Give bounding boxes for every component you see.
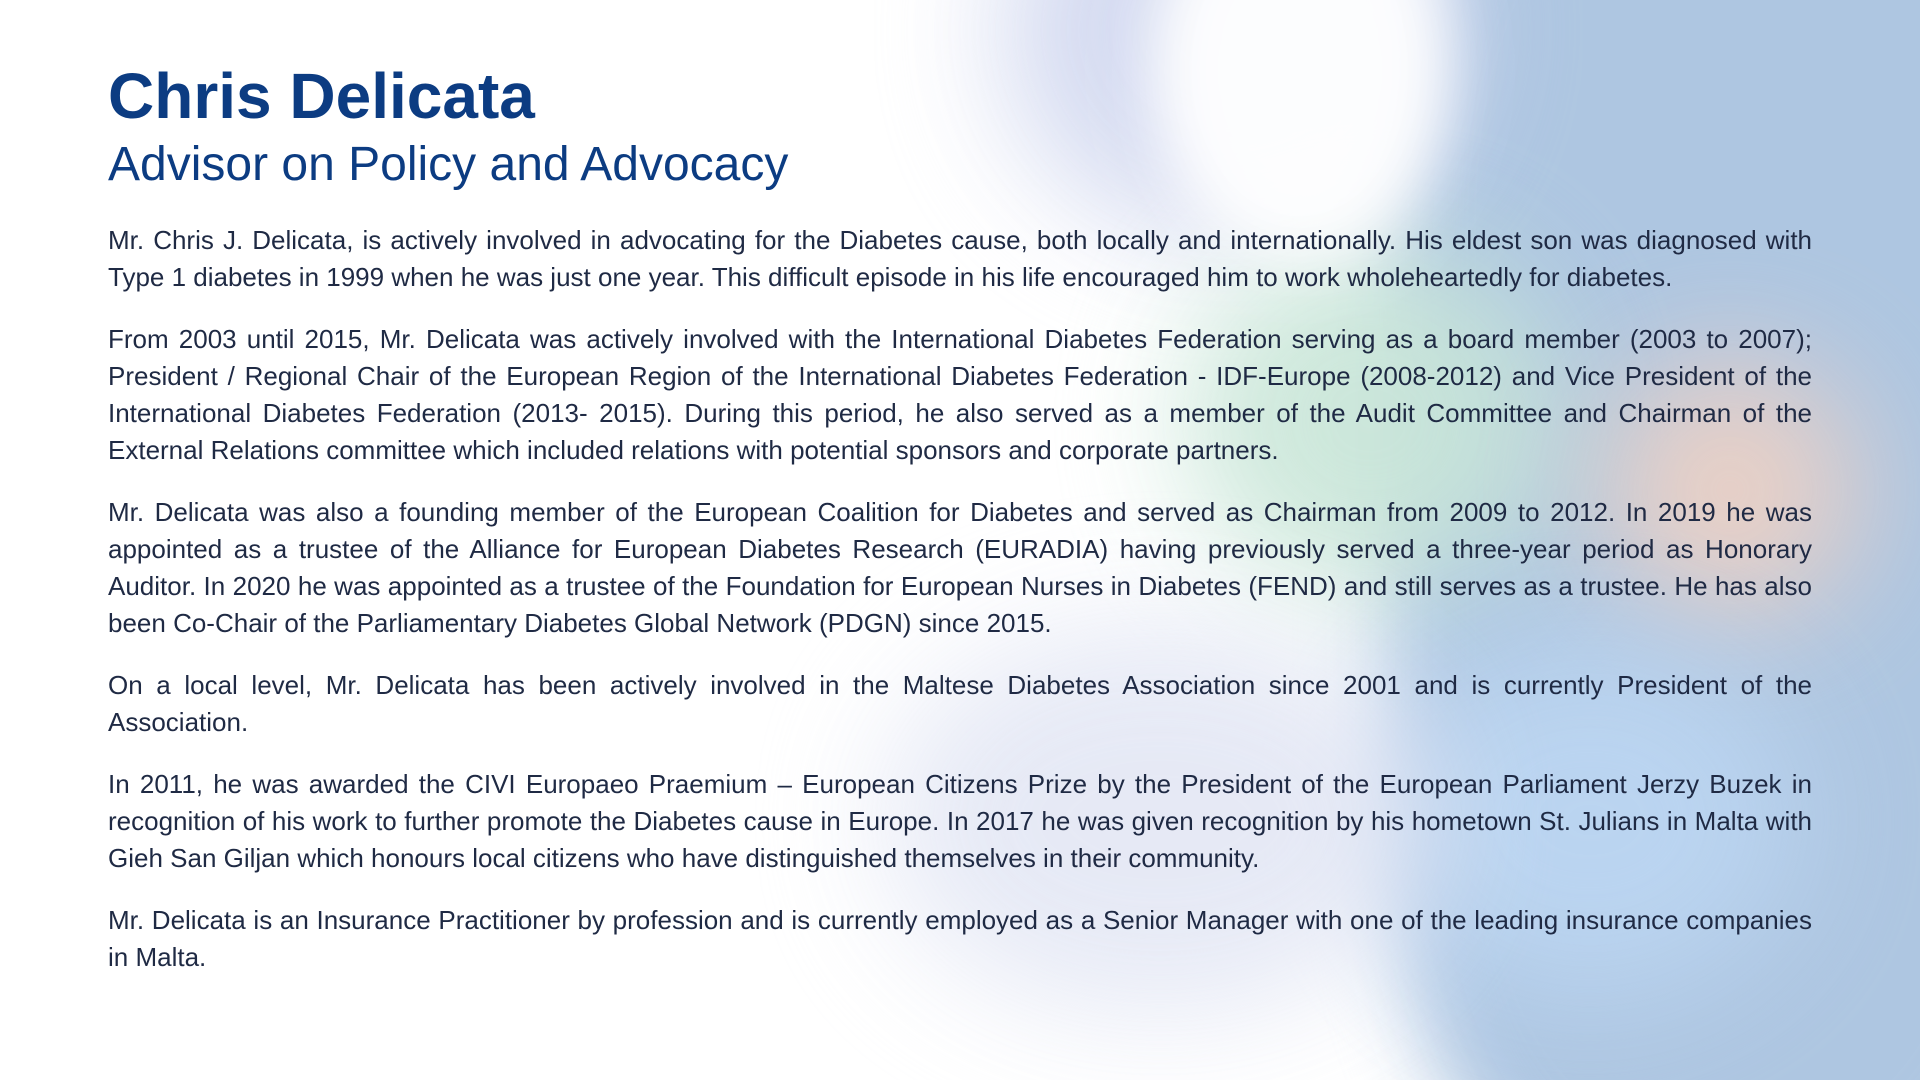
biography <box>108 222 1812 976</box>
person-title: Advisor on Policy and Advocacy <box>108 138 789 191</box>
bio-paragraph: On a local level, Mr. Delicata has been actively involved in the Maltese Diabetes Association since 2001 and is currently President of the Association. <box>108 670 1812 737</box>
bio-paragraph: In 2011, he was awarded the CIVI Europaeo Praemium – European Citizens Prize by the President of the European Parliament Jerzy Buzek in recognition of his work to further promote the Diabetes cause in Europe. In 2017 he was given recognition by his hometown St. Julians in Malta with Gieh San Giljan which honours local citizens who have distinguished themselves in their community. <box>108 769 1812 873</box>
bio-paragraph: Mr. Delicata is an Insurance Practitioner by profession and is currently employed as a Senior Manager with one of the leading insurance companies in Malta. <box>108 905 1812 972</box>
bio-paragraph: Mr. Delicata was also a founding member of the European Coalition for Diabetes and served as Chairman from 2009 to 2012. In 2019 he was appointed as a trustee of the Alliance for European Diabetes Research (EURADIA) having previously served a three-year period as Honorary Auditor. In 2020 he was appointed as a trustee of the Foundation for European Nurses in Diabetes (FEND) and still serves as a trustee. He has also been Co-Chair of the Parliamentary Diabetes Global Network (PDGN) since 2015. <box>108 497 1812 638</box>
bio-paragraph: From 2003 until 2015, Mr. Delicata was actively involved with the International Diabetes Federation serving as a board member (2003 to 2007); President / Regional Chair of the European Region of the International Diabetes Federation - IDF-Europe (2008-2012) and Vice President of the International Diabetes Federation (2013- 2015). During this period, he also served as a member of the Audit Committee and Chairman of the External Relations committee which included relations with potential sponsors and corporate partners. <box>108 324 1812 465</box>
person-name: Chris Delicata <box>108 60 535 132</box>
profile-content <box>108 58 1812 1001</box>
bio-paragraph: Mr. Chris J. Delicata, is actively involved in advocating for the Diabetes cause, both locally and internationally. His eldest son was diagnosed with Type 1 diabetes in 1999 when he was just one year. This difficult episode in his life encouraged him to work wholeheartedly for diabetes. <box>108 225 1812 292</box>
